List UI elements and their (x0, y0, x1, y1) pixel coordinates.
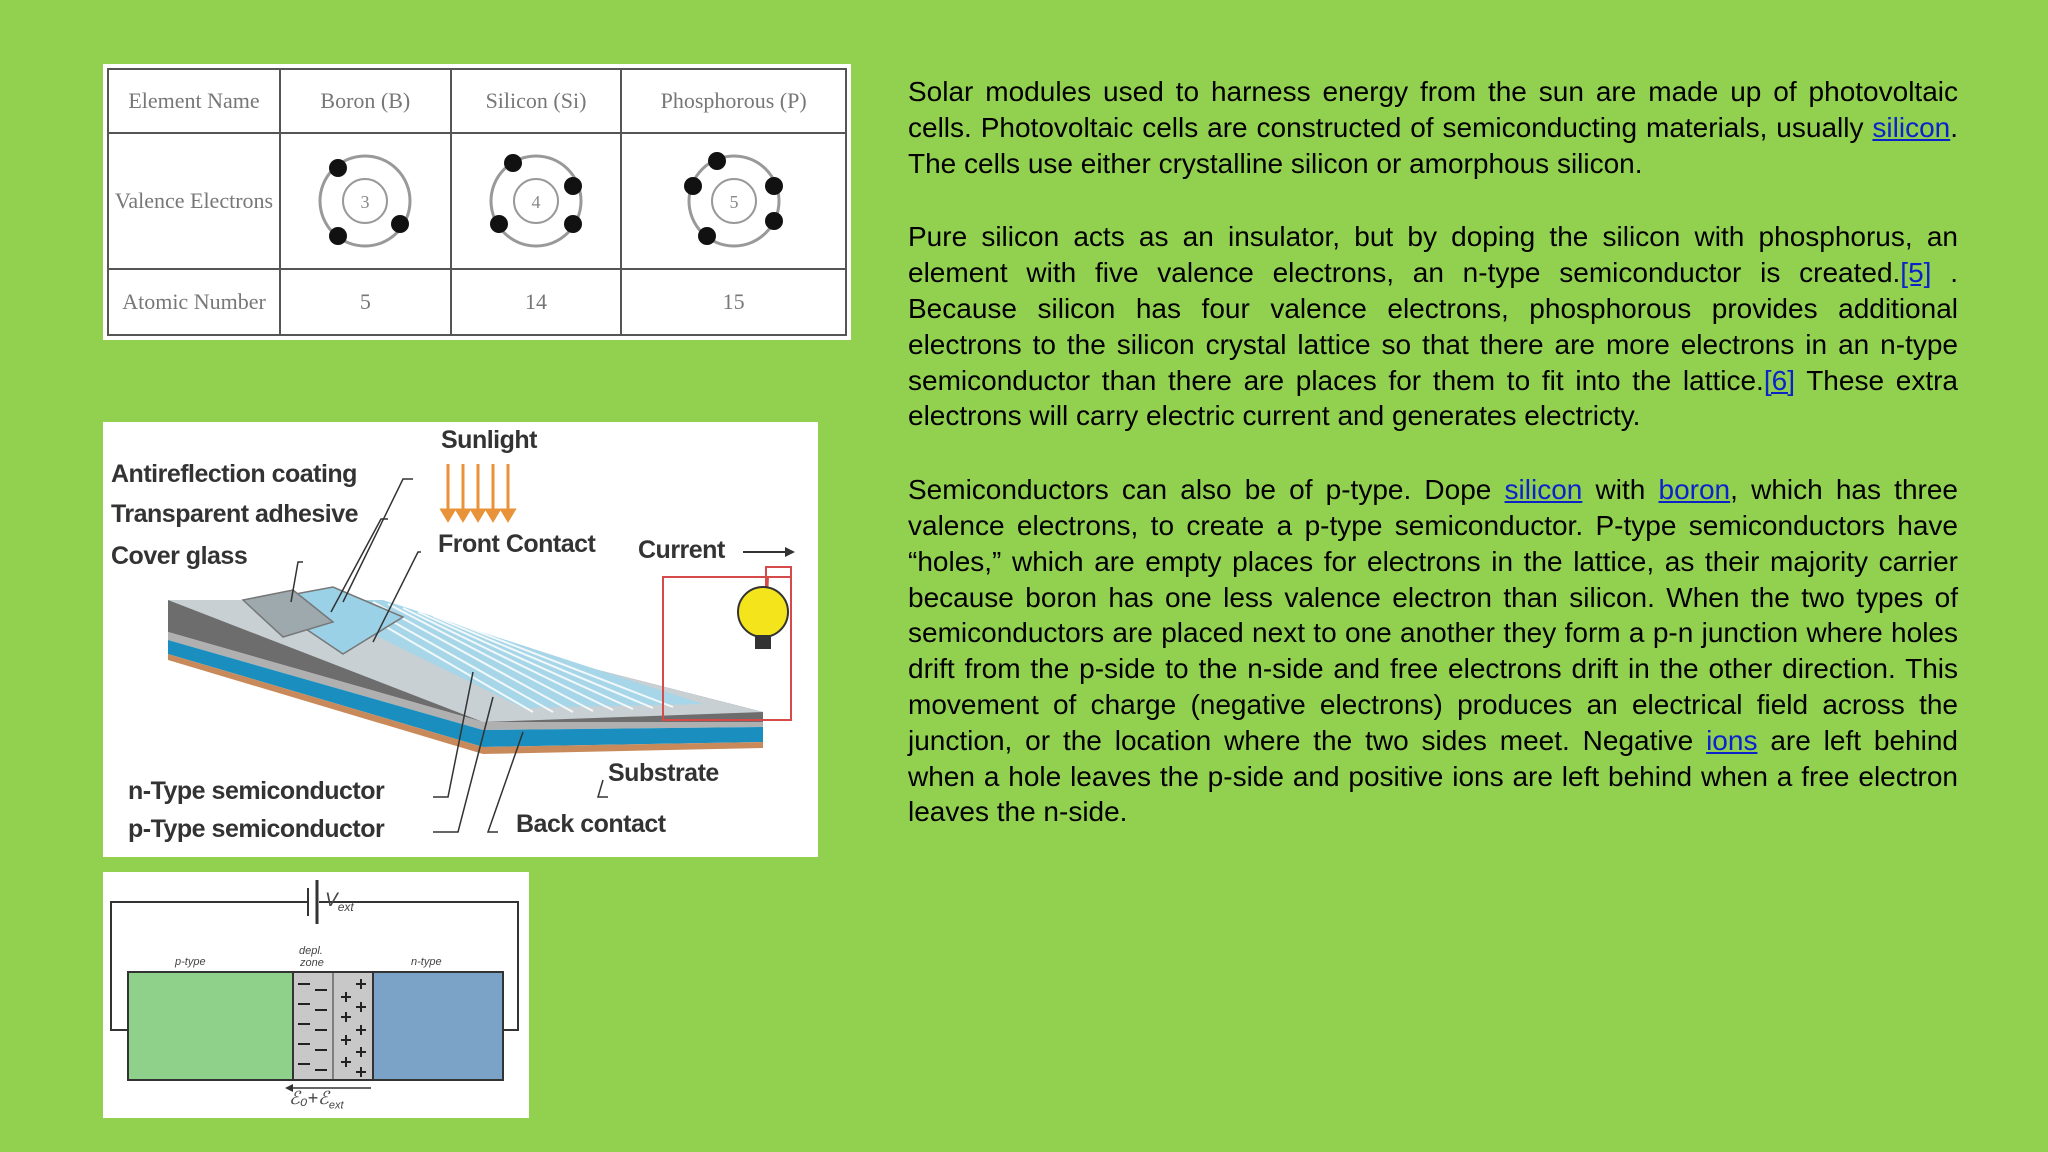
front-contact-label: Front Contact (438, 530, 596, 558)
silicon-link-2[interactable]: silicon (1504, 474, 1583, 506)
silicon-link[interactable]: silicon (1872, 111, 1951, 143)
pn-junction-diagram (103, 872, 529, 1118)
atomic-silicon: 14 (451, 269, 622, 335)
n-type-label: n-Type semiconductor (128, 777, 385, 805)
current-label: Current (638, 536, 725, 564)
silicon-center: 4 (531, 192, 541, 212)
sunlight-label: Sunlight (441, 426, 537, 454)
body-text (908, 74, 1958, 868)
paragraph-2: Pure silicon acts as an insulator, but by doping the silicon with phosphorus, an element with five valence electrons, an n-type semiconductor is created.[5] . Because silicon has four valence electrons, phosphorous provides additional electrons to the silicon crystal lattice so that there are more electrons in an n-type semiconductor than there are places for them to fit into the lattice.[6] These extra electrons will carry electric current and generates electricty. (908, 221, 1958, 432)
adhesive-label: Transparent adhesive (111, 500, 359, 528)
boron-atom (280, 133, 451, 269)
back-contact-label: Back contact (516, 810, 666, 838)
phosphorous-center: 5 (729, 192, 739, 212)
header-phosphorous: Phosphorous (P) (621, 69, 846, 133)
boron-link[interactable]: boron (1658, 474, 1731, 506)
element-table (107, 68, 847, 336)
citation-6-link[interactable]: [6] (1763, 364, 1795, 396)
cover-glass-label: Cover glass (111, 542, 248, 570)
atomic-phosphorous: 15 (621, 269, 846, 335)
element-table-image (103, 64, 851, 340)
boron-center: 3 (360, 192, 370, 212)
ions-link[interactable]: ions (1706, 724, 1758, 756)
n-type-region-label: n-type (411, 956, 442, 968)
header-element-name: Element Name (108, 69, 280, 133)
paragraph-3: Semiconductors can also be of p-type. Dope silicon with boron, which has three valence electrons, to create a p-type semiconductor. P-type semiconductors have “holes,” which are empty places for electrons in the lattice, as their majority carrier because boron has one less valence electron than silicon. When the two types of semiconductors are placed next to one another they form a p-n junction where holes drift from the p-side to the n-side and free electrons drift in the other direction. This movement of charge (negative electrons) produces an electrical field across the junction, or the location where the two sides meet. Negative ions are left behind when a hole leaves the p-side and positive ions are left behind when a free electron leaves the n-side. (908, 474, 1959, 828)
p-type-label: p-Type semiconductor (128, 815, 385, 843)
silicon-atom (451, 133, 622, 269)
atomic-boron: 5 (280, 269, 451, 335)
solar-cell-diagram (103, 422, 818, 857)
zone-label: zone (300, 957, 324, 969)
row-label-atomic: Atomic Number (108, 269, 280, 335)
antireflection-label: Antireflection coating (111, 460, 357, 488)
field-label: ℰ₀+ℰ$_{ext}$ (289, 1088, 344, 1112)
paragraph-1: Solar modules used to harness energy from the sun are made up of photovoltaic cells. Photovoltaic cells are constructed of semiconducting materials, usually silicon. The cells use either crystalline silicon or amorphous silicon. (908, 76, 1958, 179)
depl-label: depl. (299, 945, 323, 957)
substrate-label: Substrate (608, 759, 719, 787)
vext-label: $V_{ext}$ (325, 890, 354, 914)
header-silicon: Silicon (Si) (451, 69, 622, 133)
header-boron: Boron (B) (280, 69, 451, 133)
citation-5-link[interactable]: [5] (1900, 257, 1932, 289)
row-label-valence: Valence Electrons (108, 133, 280, 269)
phosphorous-atom (621, 133, 846, 269)
p-type-region-label: p-type (175, 956, 206, 968)
